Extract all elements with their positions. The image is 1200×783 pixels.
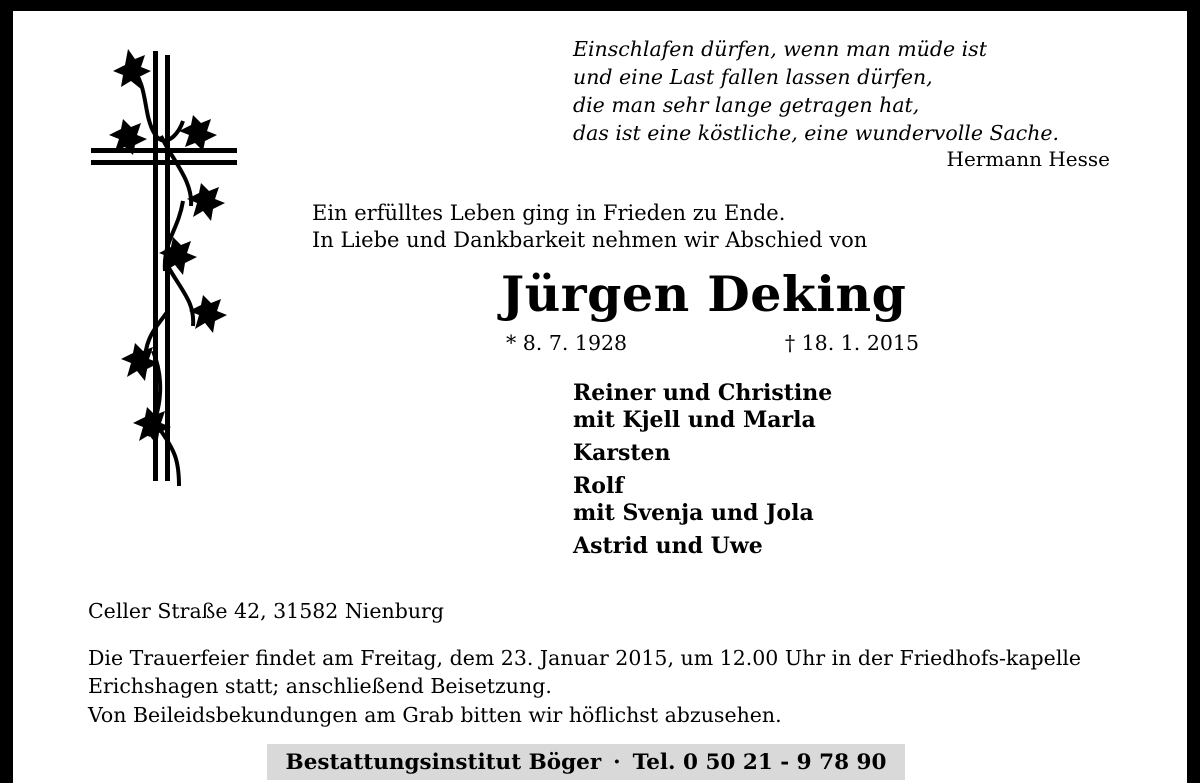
deceased-name: Jürgen Deking	[501, 265, 907, 323]
family-group	[573, 440, 832, 467]
funeral-home-phone: Tel. 0 50 21 - 9 78 90	[632, 749, 887, 775]
family-list	[573, 380, 832, 566]
poem-author: Hermann Hesse	[946, 147, 1110, 171]
birth-date: * 8. 7. 1928	[506, 331, 628, 355]
family-group	[573, 380, 832, 434]
family-group	[573, 473, 832, 527]
family-member: Reiner und Christine	[573, 380, 833, 406]
family-member: mit Svenja und Jola	[573, 500, 814, 526]
funeral-home-banner	[267, 744, 905, 780]
obituary-card	[13, 11, 1187, 783]
cross-with-vine-icon	[83, 41, 243, 491]
condolence-note: Von Beileidsbekundungen am Grab bitten wir höflichst abzusehen.	[88, 703, 782, 727]
intro-line-2: In Liebe und Dankbarkeit nehmen wir Abschied von	[312, 228, 868, 252]
ceremony-info: Die Trauerfeier findet am Freitag, dem 23. Januar 2015, um 12.00 Uhr in der Friedhofs-kapelle Erichshagen statt; anschließend Beisetzung.	[88, 646, 1082, 698]
poem-line: die man sehr lange getragen hat,	[573, 93, 920, 117]
family-member: Karsten	[573, 440, 671, 466]
funeral-home-name: Bestattungsinstitut Böger	[285, 749, 602, 775]
poem-line: das ist eine köstliche, eine wundervolle Sache.	[573, 121, 1060, 145]
family-group	[573, 533, 832, 560]
address: Celler Straße 42, 31582 Nienburg	[88, 599, 444, 623]
family-member: Rolf	[573, 473, 624, 499]
family-member: mit Kjell und Marla	[573, 407, 816, 433]
family-member: Astrid und Uwe	[573, 533, 763, 559]
poem-line: und eine Last fallen lassen dürfen,	[573, 65, 933, 89]
intro-line-1: Ein erfülltes Leben ging in Frieden zu Ende.	[312, 201, 786, 225]
death-date: † 18. 1. 2015	[784, 331, 919, 355]
poem	[573, 35, 1059, 147]
intro-text	[312, 200, 867, 254]
footer-separator: ·	[613, 749, 621, 775]
poem-line: Einschlafen dürfen, wenn man müde ist	[573, 37, 987, 61]
